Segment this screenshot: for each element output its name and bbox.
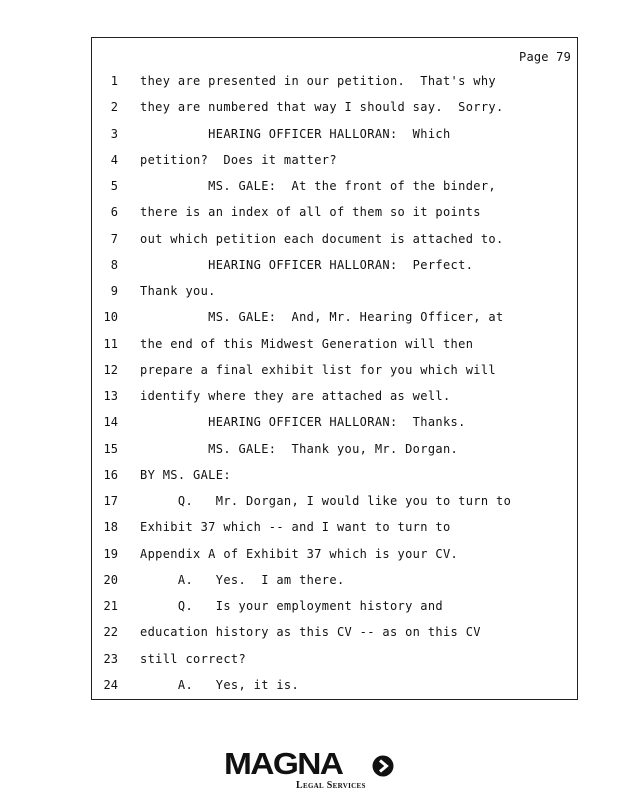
line-number: 1: [110, 74, 118, 88]
page-number: Page 79: [519, 50, 571, 64]
line-text: out which petition each document is attached to.: [140, 231, 504, 246]
line-number: 19: [103, 546, 118, 561]
line-number: 14: [103, 415, 118, 430]
chevron-right-circle-icon: [372, 755, 394, 777]
line-number: 4: [110, 152, 118, 167]
line-text: A. Yes. I am there.: [140, 572, 345, 587]
line-text: Exhibit 37 which -- and I want to turn to: [140, 520, 451, 535]
line-text: they are numbered that way I should say. Sorry.: [140, 100, 504, 115]
line-number: 11: [103, 336, 118, 351]
line-text: MS. GALE: And, Mr. Hearing Officer, at: [140, 310, 504, 325]
line-number: 13: [103, 389, 118, 403]
logo-wordmark: MAGNA: [224, 746, 343, 781]
line-number: 12: [103, 362, 118, 377]
line-number: 18: [103, 520, 118, 535]
line-text: Q. Mr. Dorgan, I would like you to turn to: [140, 494, 512, 508]
line-text: petition? Does it matter?: [140, 152, 337, 167]
line-number: 24: [103, 677, 118, 692]
line-text: HEARING OFFICER HALLORAN: Which: [140, 126, 451, 141]
line-text: education history as this CV -- as on this CV: [140, 625, 481, 640]
line-number: 10: [103, 310, 118, 325]
line-text: BY MS. GALE:: [140, 467, 231, 482]
line-text: HEARING OFFICER HALLORAN: Thanks.: [140, 415, 466, 430]
line-number: 16: [103, 467, 118, 482]
line-text: they are presented in our petition. That's why: [140, 74, 497, 88]
line-number: 6: [110, 205, 118, 220]
line-text: still correct?: [140, 651, 247, 666]
line-number: 21: [103, 599, 118, 613]
line-text: MS. GALE: At the front of the binder,: [140, 179, 497, 193]
line-number: 8: [110, 257, 118, 272]
line-number: 5: [110, 179, 118, 193]
line-text: HEARING OFFICER HALLORAN: Perfect.: [140, 257, 474, 272]
line-number: 20: [103, 572, 118, 587]
line-text: the end of this Midwest Generation will then: [140, 336, 474, 351]
line-number: 2: [110, 100, 118, 115]
line-text: prepare a final exhibit list for you which will: [140, 362, 497, 377]
line-text: Q. Is your employment history and: [140, 599, 443, 613]
line-number: 22: [103, 625, 118, 640]
line-text: A. Yes, it is.: [140, 677, 300, 692]
line-number: 3: [110, 126, 118, 141]
line-text: there is an index of all of them so it points: [140, 205, 481, 220]
line-number: 17: [103, 494, 118, 508]
line-text: MS. GALE: Thank you, Mr. Dorgan.: [140, 441, 459, 456]
logo-tagline: Legal Services: [296, 780, 366, 791]
line-number: 23: [103, 651, 118, 666]
magna-logo: [224, 747, 396, 795]
line-number: 7: [110, 231, 118, 246]
line-text: Appendix A of Exhibit 37 which is your CV.: [140, 546, 459, 561]
transcript-page: [91, 37, 578, 700]
line-number: 15: [103, 441, 118, 456]
line-text: identify where they are attached as well.: [140, 389, 451, 403]
line-text: Thank you.: [140, 284, 216, 298]
line-number: 9: [110, 284, 118, 298]
